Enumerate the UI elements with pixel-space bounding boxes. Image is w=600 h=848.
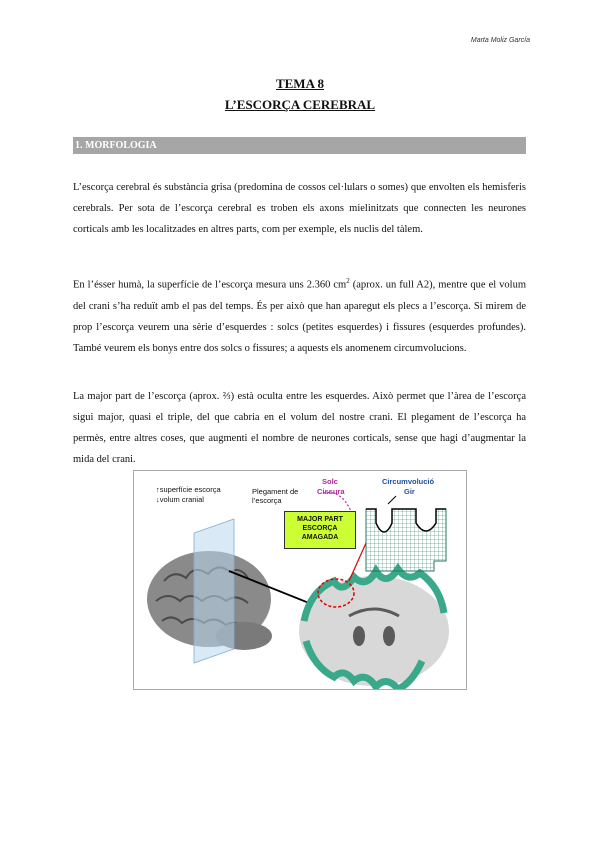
topic-title: TEMA 8: [275, 76, 325, 91]
doc-title: L’ESCORÇA CEREBRAL: [224, 97, 376, 112]
cortex-figure: [133, 470, 467, 690]
callout-hidden-cortex: MAJOR PART ESCORÇA AMAGADA: [284, 511, 356, 549]
paragraph-1: L’escorça cerebral és substància grisa (predomina de cossos cel·lulars o somes) que envolten els hemisferis cerebrals. Per sota de l’escorça cerebral es troben els axons mielinitzats que connecten les neurones corticals amb les localitzades en altres parts, com per exemple, els nuclis del tàlem.: [73, 182, 526, 235]
author-name: Marta Moliz García: [470, 37, 530, 44]
label-sulcus: Solc: [322, 477, 338, 486]
section-heading-morfologia: 1. MORFOLOGIA: [73, 137, 526, 154]
label-fold: Plegament de l’escorça: [252, 487, 299, 505]
paragraph-2: [73, 271, 526, 359]
paragraph-3: La major part de l’escorça (aprox. ⅔) està oculta entre les esquerdes. Això permet que l’àrea de l’escorça sigui major, quasi el triple, del que cabria en el volum del nostre crani. El plegament de l’escorça ha permès, entre altres coses, que augmenti el nombre de neurones corticals, sense que hagi d’augmentar la mida del crani.: [73, 391, 526, 465]
squared-superscript: 2: [346, 277, 350, 285]
coronal-slice: [299, 569, 449, 689]
label-convolution: Circumvolució: [382, 477, 435, 486]
label-fissure: Cissura: [317, 487, 345, 496]
paragraph-2-end: (aprox. un full A2), mentre que el volum del crani s’ha reduït amb el pas del temps. És per això que han aparegut els plecs a l’escorça. Si mirem de prop l’escorça veurem una sèrie d’esquerdes : solcs (petites esquerdes) i fissures (esquerdes profundes). També veurem els bonys entre dos solcs o fissures; a aquests els anomenem circumvolucions.: [73, 279, 526, 354]
label-volume: ↓volum cranial: [156, 495, 204, 504]
gyrus-sulcus-zoom: [366, 509, 446, 571]
label-surface: ↑superfície escorça: [156, 485, 221, 494]
paragraph-2-start: En l’ésser humà, la superfície de l’escorça mesura uns 2.360 cm: [73, 279, 347, 291]
section-plane: [194, 519, 234, 663]
label-gyrus: Gir: [404, 487, 415, 496]
